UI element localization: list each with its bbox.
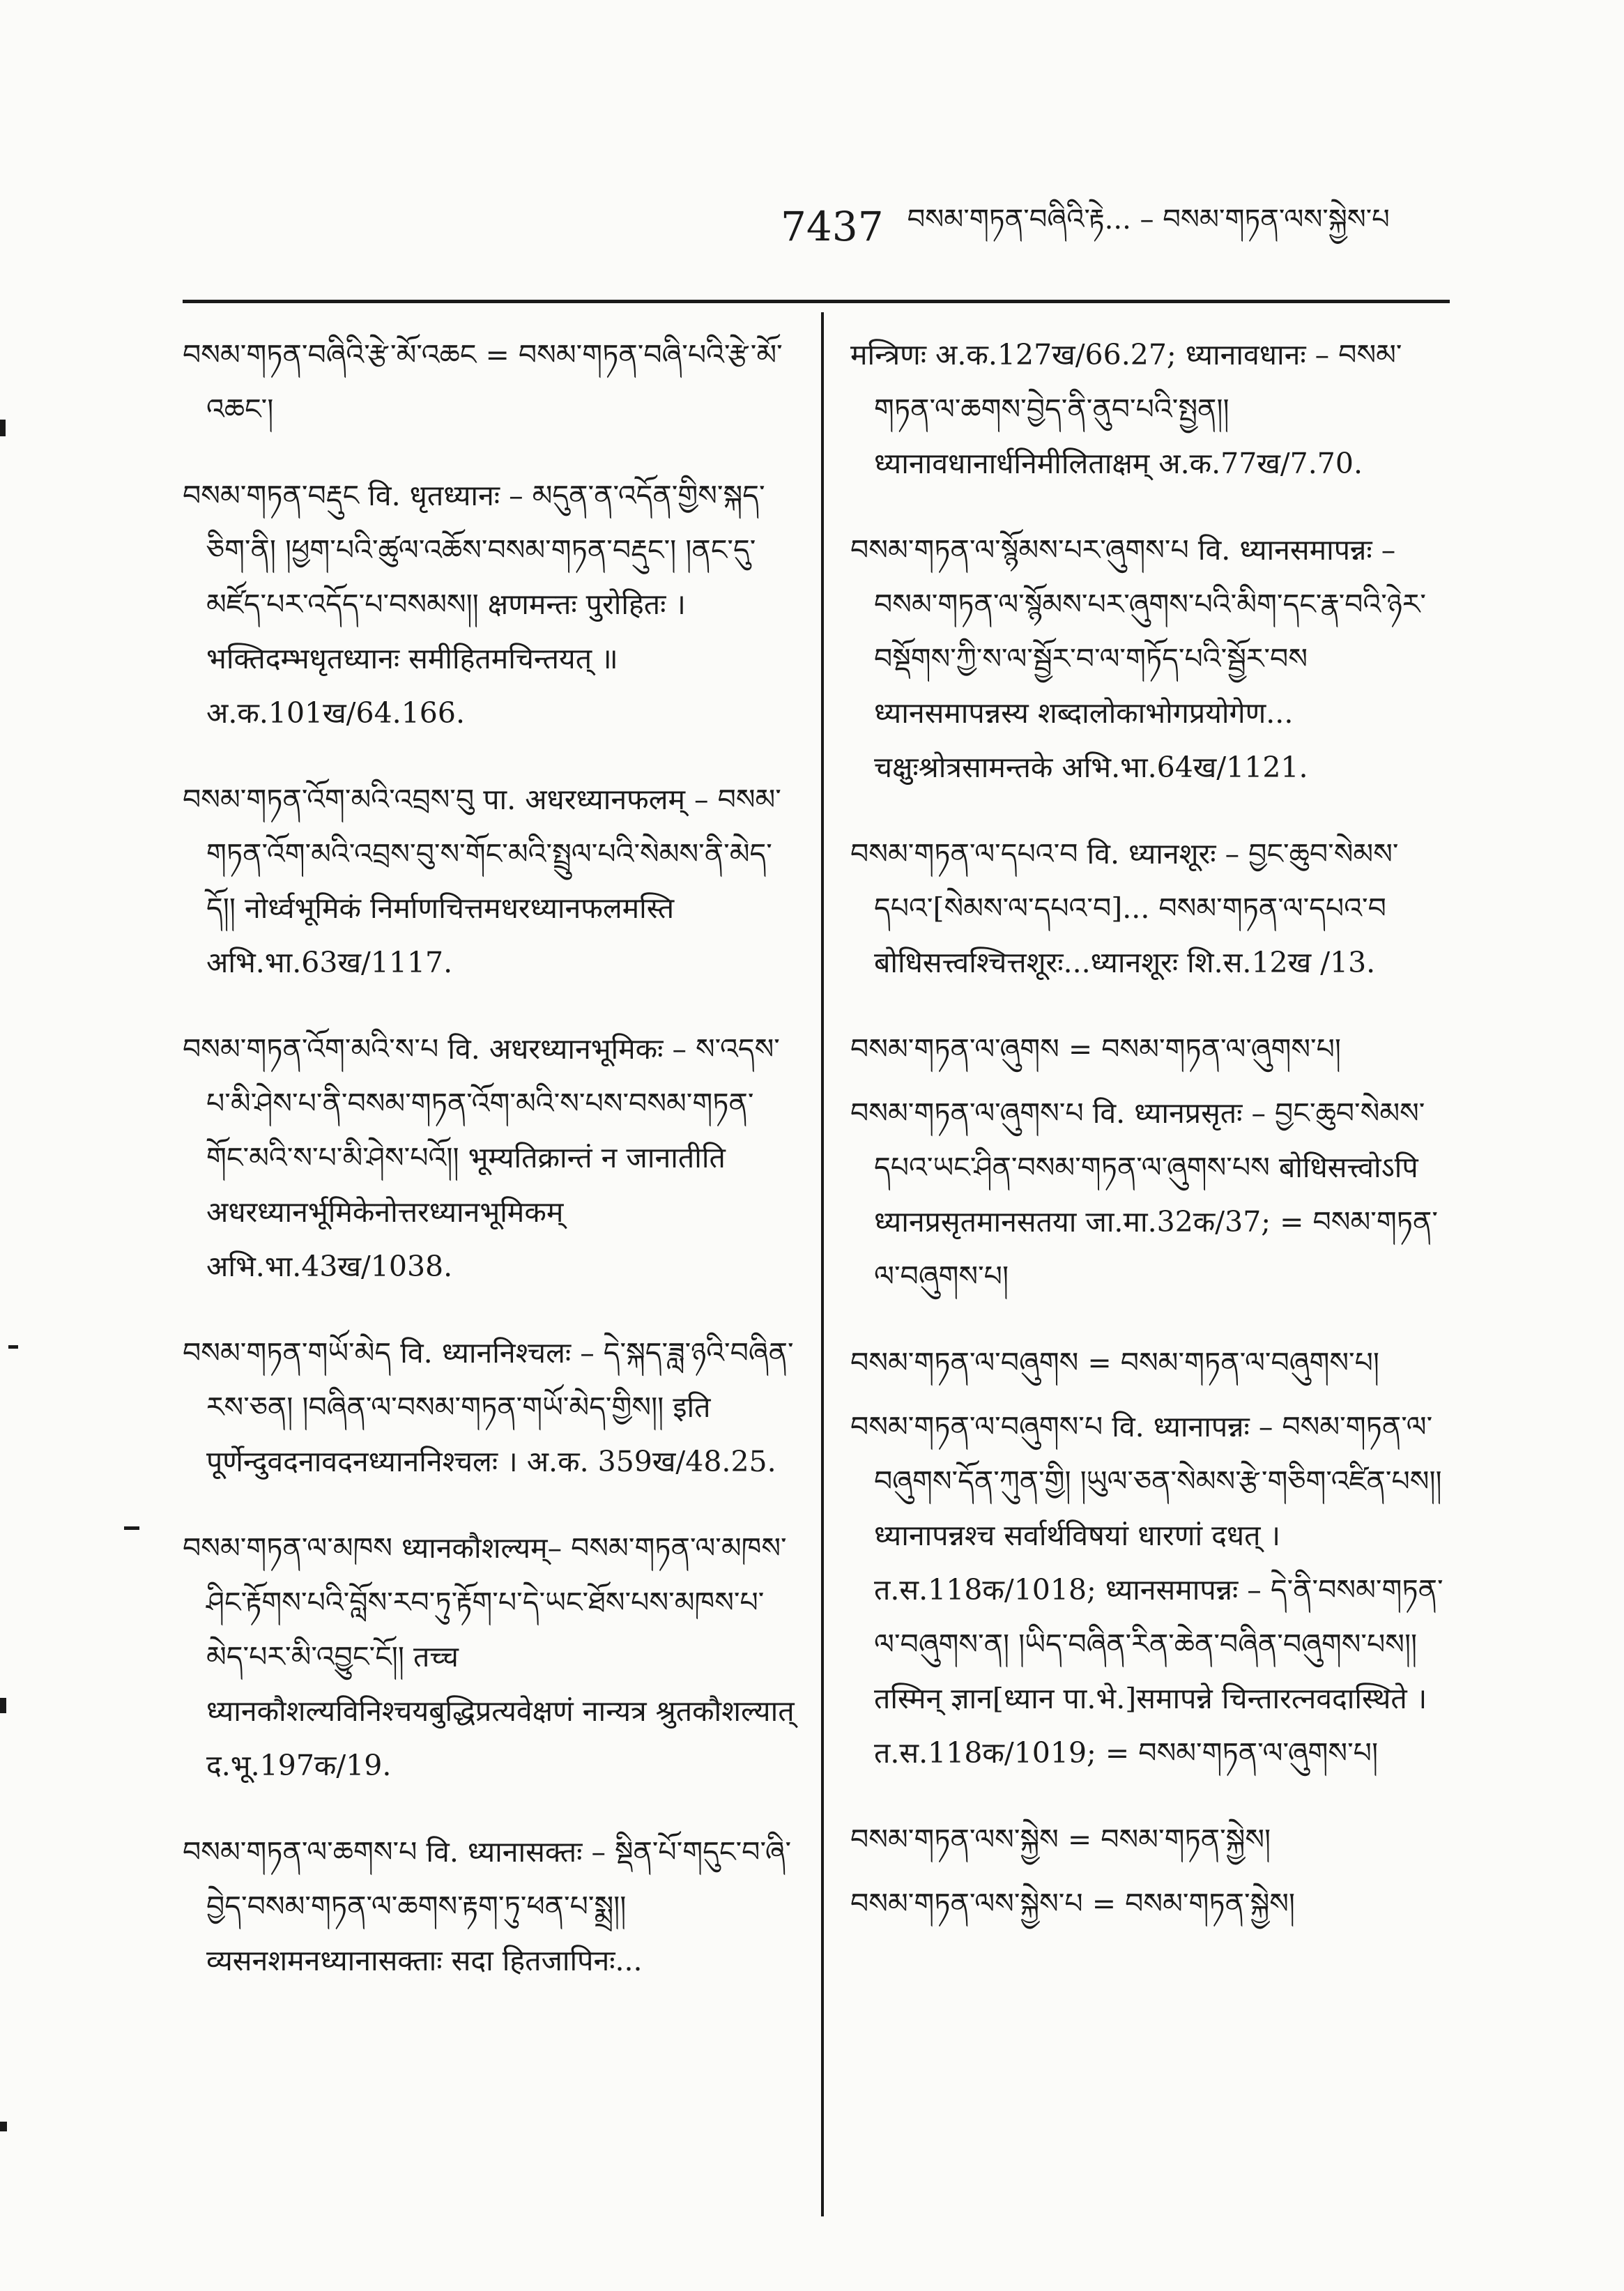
column-divider <box>821 312 824 2216</box>
running-head: བསམ་གཏན་བཞིའི་རྟེ... – བསམ་གཏན་ལས་སྐྱེས་པ <box>907 203 1390 236</box>
scan-speck <box>0 2122 7 2131</box>
dictionary-entry: བསམ་གཏན་བཞིའི་རྩེ་མོ་འཆང = བསམ་གཏན་བཞི་པའི་རྩེ་མོ་འཆང་། <box>183 338 783 426</box>
dictionary-entry: བསམ་གཏན་འོག་མའི་འབྲས་བུ पा. अधरध्यानफलम् – བསམ་གཏན་འོག་མའི་འབྲས་བུ་ས་གོང་མའི་སྤྲུལ་པའི་སེམས་ནི་མེད་དོ།། नोर्ध्वभूमिकं निर्माणचित्तमधरध्यानफलमस्ति अभि.भा.63ख/1117. <box>183 783 781 979</box>
scan-speck <box>124 1526 139 1530</box>
dictionary-entry: བསམ་གཏན་ལས་སྐྱེས = བསམ་གཏན་སྐྱེས། <box>850 1823 1271 1856</box>
dictionary-entry: བསམ་གཏན་གཡོ་མེད वि. ध्याननिश्चलः – དེ་སྐད་ཟླ་ཉའི་བཞིན་རས་ཅན། །བཞིན་ལ་བསམ་གཏན་གཡོ་མེད་གྱིས།། इति पूर्णेन्दुवदनावदनध्याननिश्चलः । अ.क. 359ख/48.25. <box>183 1336 794 1478</box>
scan-speck <box>0 1698 6 1713</box>
dictionary-entry: བསམ་གཏན་ལས་སྐྱེས་པ = བསམ་གཏན་སྐྱེས། <box>850 1887 1296 1920</box>
right-column <box>850 328 1451 1940</box>
dictionary-entry: བསམ་གཏན་བརྡུང वि. धृतध्यानः – མདུན་ན་འདོན་གྱིས་སྐད་ཅིག་ནི། །ཕྱག་པའི་ཚུལ་འཆོས་བསམ་གཏན་བརྡུང་། །ནང་དུ་མཛོད་པར་འདོད་པ་བསམས།། क्षणमन्तः पुरोहितः । भक्तिदम्भधृतध्यानः समीहितमचिन्तयत् ॥ अ.क.101ख/64.166. <box>183 479 765 730</box>
dictionary-entry: བསམ་གཏན་ལ་ཞུགས་པ वि. ध्यानप्रसृतः – བྱང་ཆུབ་སེམས་དཔའ་ཡང་ཤིན་བསམ་གཏན་ལ་ཞུགས་པས बोधिसत्त्वोऽपि ध्यानप्रसृतमानसतया जा.मा.32क/37; = བསམ་གཏན་ལ་བཞུགས་པ། <box>850 1096 1438 1293</box>
page-number: 7437 <box>781 203 884 250</box>
page-header <box>781 195 1450 258</box>
scan-speck <box>0 420 6 436</box>
dictionary-entry: བསམ་གཏན་ལ་སྙོམས་པར་ཞུགས་པ वि. ध्यानसमापन्नः – བསམ་གཏན་ལ་སྙོམས་པར་ཞུགས་པའི་མིག་དང་རྣ་བའི་ཉེར་བསྡོགས་ཀྱི་ས་ལ་སྦྱོར་བ་ལ་གཏོད་པའི་སྦྱོར་བས ध्यानसमापन्नस्य शब्दालोकाभोगप्रयोगेण... चक्षुःश्रोत्रसामन्तके अभि.भा.64ख/1121. <box>850 533 1426 784</box>
dictionary-entry: བསམ་གཏན་ལ་དཔའ་བ वि. ध्यानशूरः – བྱང་ཆུབ་སེམས་དཔའ་[སེམས་ལ་དཔའ་བ]... བསམ་གཏན་ལ་དཔའ་བ बोधिसत्त्वश्चित्तशूरः...ध्यानशूरः शि.स.12ख /13. <box>850 837 1399 979</box>
dictionary-entry: བསམ་གཏན་ལ་བཞུགས = བསམ་གཏན་ལ་བཞུགས་པ། <box>850 1346 1380 1379</box>
dictionary-entry: བསམ་གཏན་འོག་མའི་ས་པ वि. अधरध्यानभूमिकः – ས་འདས་པ་མི་ཤེས་པ་ནི་བསམ་གཏན་འོག་མའི་ས་པས་བསམ་གཏན་གོང་མའི་ས་པ་མི་ཤེས་པའོ།། भूम्यतिक्रान्तं न जानातीति अधरध्यानर्भूमिकेनोत्तरध्यानभूमिकम् अभि.भा.43ख/1038. <box>183 1032 780 1283</box>
dictionary-entry: བསམ་གཏན་ལ་བཞུགས་པ वि. ध्यानापन्नः – བསམ་གཏན་ལ་བཞུགས་དོན་ཀུན་གྱི། །ཡུལ་ཅན་སེམས་རྩེ་གཅིག་འཛིན་པས།། ध्यानापन्नश्च सर्वार्थविषयां धारणां दधत् । त.स.118क/1018; ध्यानसमापन्नः – དེ་ནི་བསམ་གཏན་ལ་བཞུགས་ན། །ཡིད་བཞིན་རིན་ཆེན་བཞིན་བཞུགས་པས།། तस्मिन् ज्ञान[ध्यान पा.भे.]समापन्ने चिन्तारत्नवदास्थिते । त.स.118क/1019; = བསམ་གཏན་ལ་ཞུགས་པ། <box>850 1410 1443 1770</box>
dictionary-entry: བསམ་གཏན་ལ་ཆགས་པ वि. ध्यानासक्तः – སྡིན་པོ་གདུང་བ་ཞི་བྱེད་བསམ་གཏན་ལ་ཆགས་རྟག་ཏུ་ཕན་པ་སྨྲ།། व्यसनशमनध्यानासक्ताः सदा हितजापिनः... <box>183 1835 792 1977</box>
dictionary-entry: བསམ་གཏན་ལ་ཞུགས = བསམ་གཏན་ལ་ཞུགས་པ། <box>850 1032 1341 1066</box>
left-column <box>183 328 796 2020</box>
dictionary-entry: मन्त्रिणः अ.क.127ख/66.27; ध्यानावधानः – བསམ་གཏན་ལ་ཆགས་བྱེད་ནི་ནུབ་པའི་སྤྱན།། ध्यानावधानार्धनिमीलिताक्षम् अ.क.77ख/7.70. <box>850 338 1402 480</box>
scan-speck <box>8 1345 18 1349</box>
dictionary-entry: བསམ་གཏན་ལ་མཁས ध्यानकौशल्यम्– བསམ་གཏན་ལ་མཁས་ཤིང་རྟོགས་པའི་བློས་རབ་ཏུ་རྟོག་པ་དེ་ཡང་ཐོས་པས་མཁས་པ་མེད་པར་མི་འབྱུང་ངོ།། तच्च ध्यानकौशल्यविनिश्चयबुद्धिप्रत्यवेक्षणं नान्यत्र श्रुतकौशल्यात् द.भू.197क/19. <box>183 1531 795 1782</box>
header-rule <box>183 300 1450 303</box>
